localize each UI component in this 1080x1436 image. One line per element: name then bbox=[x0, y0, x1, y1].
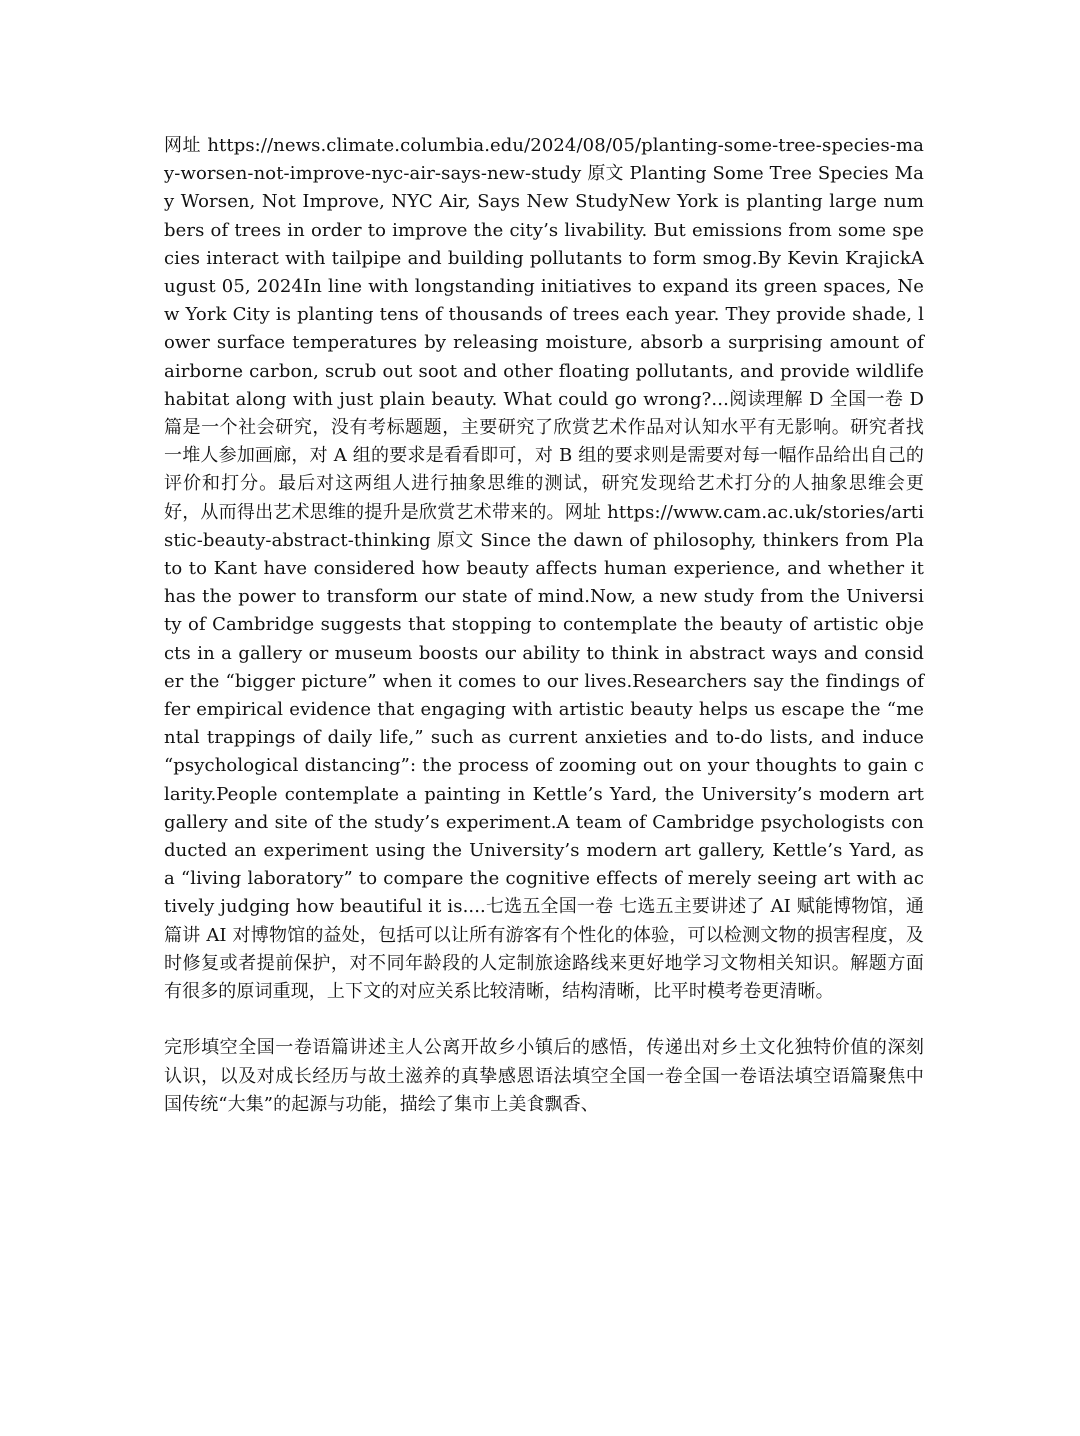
document-paragraph-2: 完形填空全国一卷语篇讲述主人公离开故乡小镇后的感悟，传递出对乡土文化独特价值的深刻认识，以及对成长经历与故土滋养的真挚感恩语法填空全国一卷全国一卷语法填空语篇聚焦中国传统“大集”的起源与功能，描绘了集市上美食飘香、 bbox=[164, 1037, 924, 1115]
document-paragraph-1: 网址 https://news.climate.columbia.edu/2024/08/05/planting-some-tree-species-may-worsen-not-improve-nyc-air-says-new-study 原文 Planting Some Tree Species May Worsen, Not Improve, NYC Air, Says New StudyNew York is planting large numbers of trees in order to improve the city’s livability. But emissions from some species interact with tailpipe and building pollutants to form smog.By Kevin KrajickAugust 05, 2024In line with longstanding initiatives to expand its green spaces, New York City is planting tens of thousands of trees each year. They provide shade, lower surface temperatures by releasing moisture, absorb a surprising amount of airborne carbon, scrub out soot and other floating pollutants, and provide wildlife habitat along with just plain beauty. What could go wrong?...阅读理解 D 全国一卷 D 篇是一个社会研究，没有考标题题，主要研究了欣赏艺术作品对认知水平有无影响。研究者找一堆人参加画廊，对 A 组的要求是看看即可，对 B 组的要求则是需要对每一幅作品给出自己的评价和打分。最后对这两组人进行抽象思维的测试，研究发现给艺术打分的人抽象思维会更好，从而得出艺术思维的提升是欣赏艺术带来的。网址 https://www.cam.ac.uk/stories/artistic-beauty-abstract-thinking 原文 Since the dawn of philosophy, thinkers from Plato to Kant have considered how beauty affects human experience, and whether it has the power to transform our state of mind.Now, a new study from the University of Cambridge suggests that stopping to contemplate the beauty of artistic objects in a gallery or museum boosts our ability to think in abstract ways and consider the “bigger picture” when it comes to our lives.Researchers say the findings offer empirical evidence that engaging with artistic beauty helps us escape the “mental trappings of daily life,” such as current anxieties and to-do lists, and induce “psychological distancing”: the process of zooming out on your thoughts to gain clarity.People contemplate a painting in Kettle’s Yard, the University’s modern art gallery and site of the study’s experiment.A team of Cambridge psychologists conducted an experiment using the University’s modern art gallery, Kettle’s Yard, as a “living laboratory” to compare the cognitive effects of merely seeing art with actively judging how beautiful it is....七选五全国一卷 七选五主要讲述了 AI 赋能博物馆，通篇讲 AI 对博物馆的益处，包括可以让所有游客有个性化的体验，可以检测文物的损害程度，及时修复或者提前保护，对不同年龄段的人定制旅途路线来更好地学习文物相关知识。解题方面有很多的原词重现，上下文的对应关系比较清晰，结构清晰，比平时模考卷更清晰。 bbox=[164, 135, 924, 1003]
document-page bbox=[164, 132, 924, 1119]
paragraph-gap bbox=[164, 1006, 924, 1034]
